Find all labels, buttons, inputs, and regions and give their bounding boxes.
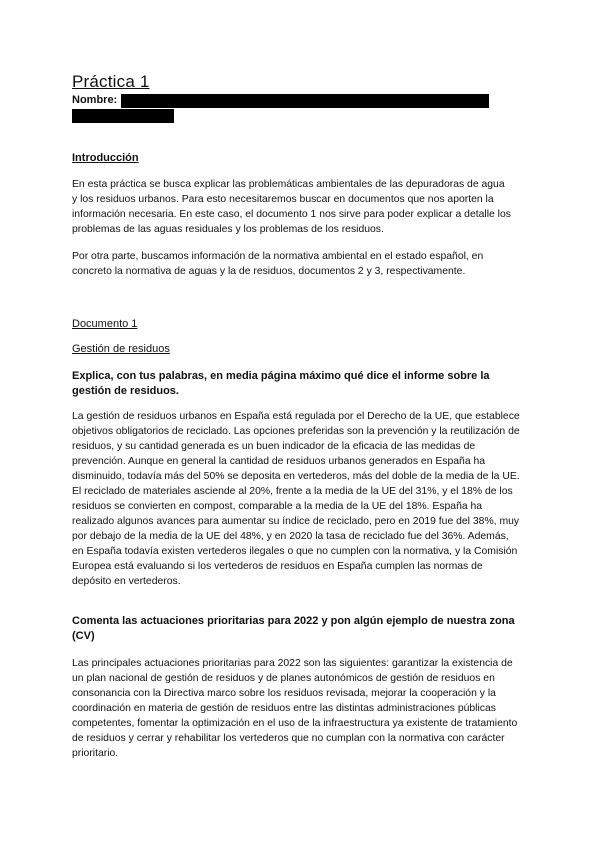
intro-heading: Introducción	[72, 152, 139, 164]
section-subheading: Gestión de residuos	[72, 343, 170, 355]
answer-1: La gestión de residuos urbanos en España está regulada por el Derecho de la UE, que establece objetivos obligatorios de reciclado. Las opciones preferidas son la prevención y la reutilización de residuos, y su cantidad generada es un buen indicador de la eficacia de las medidas de prevención. Aunque en general la cantidad de residuos urbanos generados en España ha disminuido, todavía más del 50% se deposita en vertederos, más del doble de la media de la UE. El reciclado de materiales asciende al 20%, frente a la media de la UE del 31%, y el 18% de los residuos se convierten en compost, comparable a la media de la UE del 18%. España ha realizado algunos avances para aumentar su índice de reciclado, pero en 2019 fue del 38%, muy por debajo de la media de la UE del 48%, y en 2020 la tasa de reciclado fue del 36%. Además, en España todavía existen vertederos ilegales o que no cumplen con la normativa, y la Comisión Europea está evaluando si los vertederos de residuos en España cumplen las normas de depósito en vertederos.	[72, 411, 520, 587]
document-heading: Documento 1	[72, 318, 138, 330]
answer-2: Las principales actuaciones prioritarias para 2022 son las siguientes: garantizar la existencia de un plan nacional de gestión de residuos y de planes autonómicos de gestión de residuos en consonancia con la Directiva marco sobre los residuos revisada, mejorar la cooperación y la coordinación en materia de gestión de residuos entre las distintas administraciones públicas competentes, fomentar la optimización en el uso de la infraestructura ya existente de tratamiento de residuos y cerrar y rehabilitar los vertederos que no cumplan con la normativa con carácter prioritario.	[72, 658, 518, 759]
page-title: Práctica 1	[72, 72, 150, 91]
name-label: Nombre:	[72, 94, 118, 106]
intro-paragraph-2: Por otra parte, buscamos información de la normativa ambiental en el estado español, en concreto la normativa de aguas y la de residuos, documentos 2 y 3, respectivamente.	[72, 251, 484, 277]
redaction-bar	[72, 109, 174, 123]
intro-paragraph-1: En esta práctica se busca explicar las problemáticas ambientales de las depuradoras de agua y los residuos urbanos. Para esto necesitaremos buscar en documentos que nos aporten la información necesaria. En este caso, el documento 1 nos sirve para poder explicar a detalle los problemas de las aguas residuales y los problemas de los residuos.	[72, 179, 511, 235]
question-2: Comenta las actuaciones prioritarias para 2022 y pon algún ejemplo de nuestra zona (CV)	[72, 615, 515, 642]
redaction-bar	[121, 94, 489, 108]
question-1: Explica, con tus palabras, en media página máximo qué dice el informe sobre la gestión de residuos.	[72, 370, 490, 397]
